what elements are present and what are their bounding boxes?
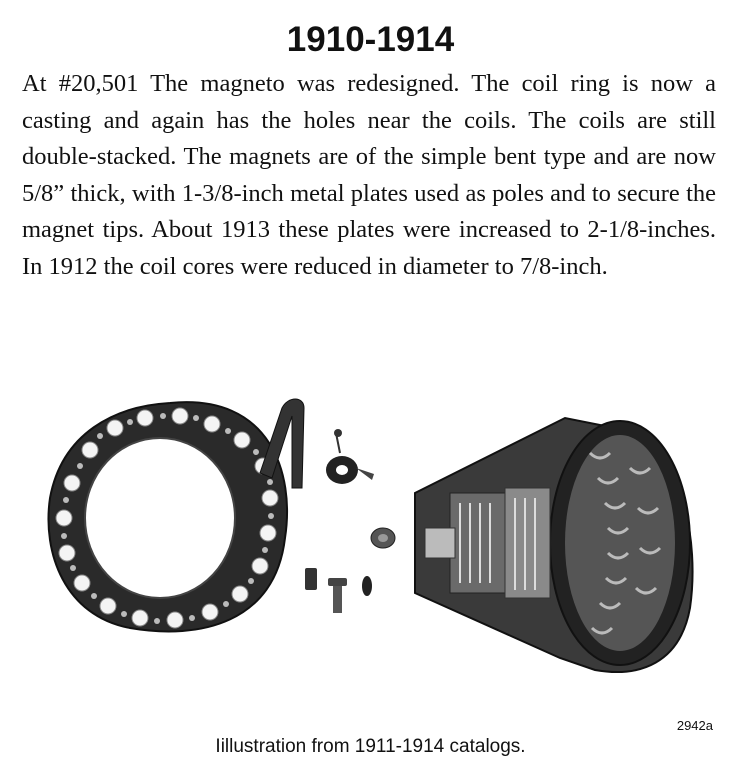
figure-caption: Iillustration from 1911-1914 catalogs. <box>215 736 526 757</box>
figure-number: 2942a <box>676 718 713 733</box>
page-title: 1910-1914 <box>286 20 455 59</box>
assembled-magneto <box>415 418 693 672</box>
coil-ring-part <box>48 402 287 631</box>
body-paragraph: At #20,501 The magneto was redesigned. The coil ring is now a casting and again has the holes near the coils. The coils are still double-stacked. The magnets are of the simple bent type and are now 5/8” thick, with 1-3/8-inch metal plates used as poles and to secure the magnet tips. About 1913 these plates were increased to 2-1/8-inches. In 1912 the coil cores were reduced in diameter to 7/8-inch. <box>22 70 716 280</box>
magneto-illustration <box>20 378 720 698</box>
small-parts <box>305 429 395 613</box>
